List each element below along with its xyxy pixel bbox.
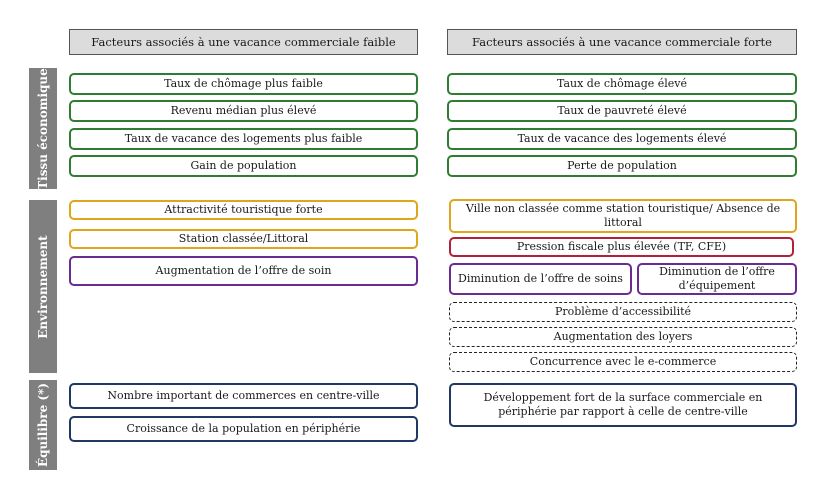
section-label-balance: Équilibre (*) [29, 380, 57, 470]
economic-high-factor: Taux de chômage élevé [447, 73, 797, 95]
environment-high-care: Diminution de l’offre de soins [449, 263, 632, 295]
environment-high-ecommerce: Concurrence avec le e-commerce [449, 352, 797, 372]
economic-high-factor: Taux de vacance des logements élevé [447, 128, 797, 150]
environment-low-care: Augmentation de l’offre de soin [69, 256, 418, 286]
balance-low-factor: Croissance de la population en périphérie [69, 416, 418, 442]
economic-high-factor: Perte de population [447, 155, 797, 177]
environment-high-access: Problème d’accessibilité [449, 302, 797, 322]
environment-low-coastal: Station classée/Littoral [69, 229, 418, 249]
header-high-vacancy: Facteurs associés à une vacance commerciale forte [447, 29, 797, 55]
economic-low-factor: Revenu médian plus élevé [69, 100, 418, 122]
section-label-environment: Environnement [29, 200, 57, 373]
environment-high-rent: Augmentation des loyers [449, 327, 797, 347]
environment-high-tourism: Ville non classée comme station touristique/ Absence de littoral [449, 199, 797, 233]
economic-high-factor: Taux de pauvreté élevé [447, 100, 797, 122]
section-label-economic: Tissu économique [29, 68, 57, 189]
balance-low-factor: Nombre important de commerces en centre-ville [69, 383, 418, 409]
environment-high-equipment: Diminution de l’offre d’équipement [637, 263, 797, 295]
balance-high-factor: Développement fort de la surface commerciale en périphérie par rapport à celle de centre-ville [449, 383, 797, 427]
environment-low-tourism: Attractivité touristique forte [69, 200, 418, 220]
header-low-vacancy: Facteurs associés à une vacance commerciale faible [69, 29, 418, 55]
economic-low-factor: Taux de chômage plus faible [69, 73, 418, 95]
economic-low-factor: Gain de population [69, 155, 418, 177]
economic-low-factor: Taux de vacance des logements plus faible [69, 128, 418, 150]
environment-high-tax: Pression fiscale plus élevée (TF, CFE) [449, 237, 794, 257]
